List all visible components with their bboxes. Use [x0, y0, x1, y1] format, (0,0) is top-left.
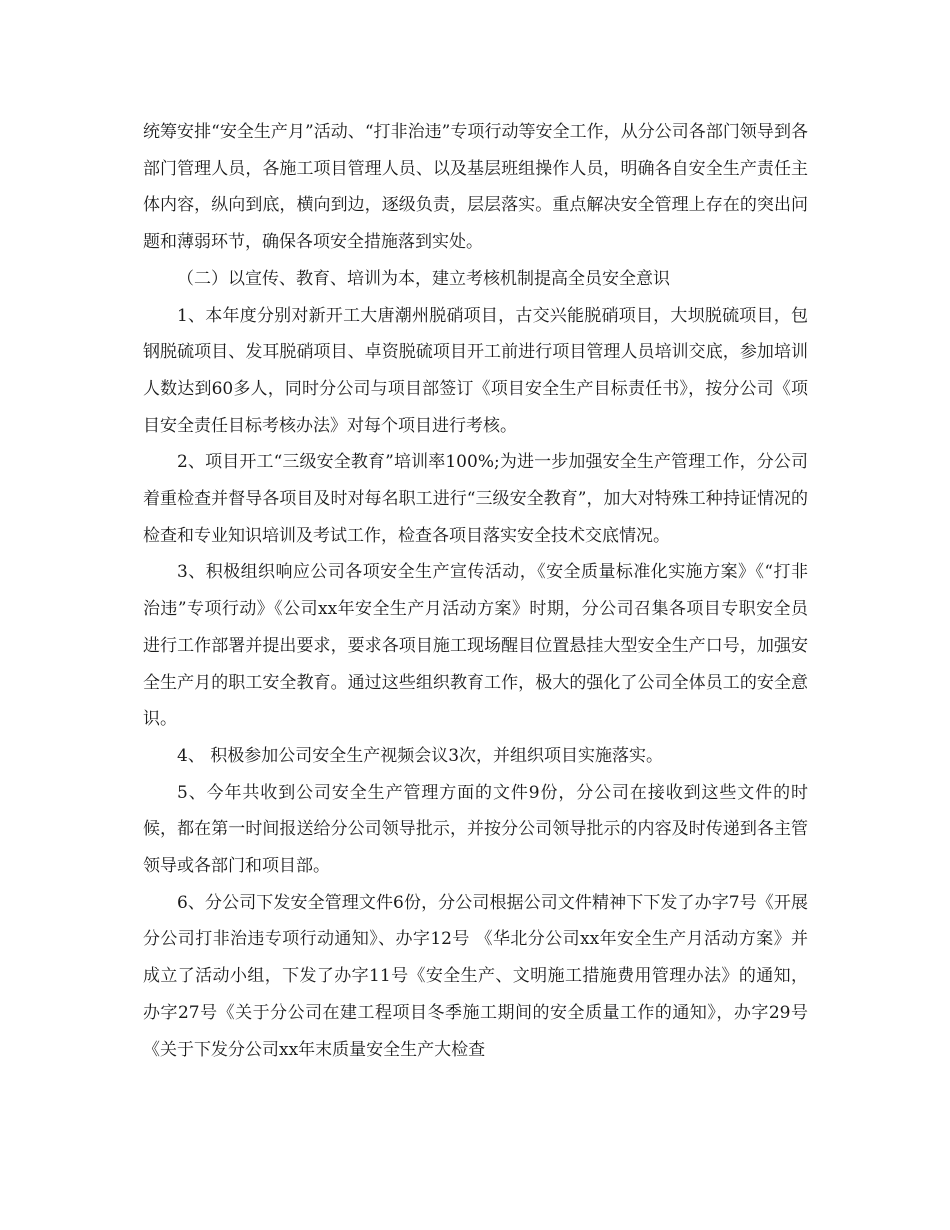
list-item-4: 4、 积极参加公司安全生产视频会议3次，并组织项目实施落实。	[177, 745, 664, 766]
list-item-3: 3、积极组织响应公司各项安全生产宣传活动，《安全质量标准化实施方案》《“打非治违”专项行动》《公司xx年安全生产月活动方案》时期，分公司召集各项目专职安全员进行工作部署并提出要求，要求各项目施工现场醒目位置悬挂大型安全生产口号，加强安全生产月的职工安全教育。通过这些组织教育工作，极大的强化了公司全体员工的安全意识。	[143, 562, 808, 730]
paragraph-responsibility: 统筹安排“安全生产月”活动、“打非治违”专项行动等安全工作，从分公司各部门领导到各部门管理人员，各施工项目管理人员、以及基层班组操作人员，明确各自安全生产责任主体内容，纵向到底，横向到边，逐级负责，层层落实。重点解决安全管理上存在的突出问题和薄弱环节，确保各项安全措施落到实处。	[143, 122, 808, 253]
list-item-5: 5、今年共收到公司安全生产管理方面的文件9份，分公司在接收到这些文件的时候，都在第一时间报送给分公司领导批示，并按分公司领导批示的内容及时传递到各主管领导或各部门和项目部。	[143, 782, 808, 877]
document-body	[143, 114, 808, 1068]
list-item-2: 2、项目开工“三级安全教育”培训率100%;为进一步加强安全生产管理工作，分公司着重检查并督导各项目及时对每名职工进行“三级安全教育”，加大对特殊工种持证情况的检查和专业知识培训及考试工作，检查各项目落实安全技术交底情况。	[143, 452, 808, 546]
list-item-1: 1、本年度分别对新开工大唐潮州脱硝项目，古交兴能脱硝项目，大坝脱硫项目，包钢脱硫项目、发耳脱硝项目、卓资脱硫项目开工前进行项目管理人员培训交底，参加培训人数达到60多人，同时分公司与项目部签订《项目安全生产目标责任书》，按分公司《项目安全责任目标考核办法》对每个项目进行考核。	[143, 305, 808, 436]
section-heading-2: （二）以宣传、教育、培训为本，建立考核机制提高全员安全意识	[177, 268, 670, 289]
list-item-6: 6、分公司下发安全管理文件6份，分公司根据公司文件精神下下发了办字7号《开展分公司打非治违专项行动通知》、办字12号 《华北分公司xx年安全生产月活动方案》并成立了活动小组，下发了办字11号《安全生产、文明施工措施费用管理办法》的通知，办字27号《关于分公司在建工程项目冬季施工期间的安全质量工作的通知》，办字29号《关于下发分公司xx年末质量安全生产大检查	[143, 892, 808, 1060]
